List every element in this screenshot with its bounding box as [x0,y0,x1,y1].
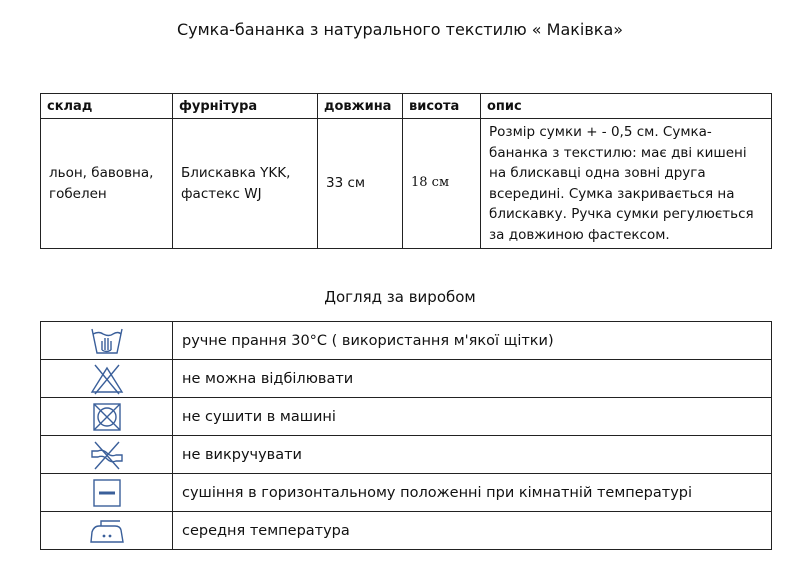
care-text: середня температура [173,512,772,550]
header-composition: склад [41,94,173,119]
care-text: сушіння в горизонтальному положенні при кімнатній температурі [173,474,772,512]
care-row [41,474,772,512]
no-bleach-icon [41,360,173,398]
header-length: довжина [318,94,403,119]
care-row [41,322,772,360]
header-description: опис [481,94,772,119]
care-row [41,512,772,550]
care-row [41,436,772,474]
cell-hardware: Блискавка YKK, фастекс WJ [173,119,318,249]
iron-medium-icon [41,512,173,550]
cell-height: 18 см [403,119,481,249]
hand-wash-icon [41,322,173,360]
care-text: не сушити в машині [173,398,772,436]
dry-flat-icon [41,474,173,512]
no-wring-icon [41,436,173,474]
care-text: не можна відбілювати [173,360,772,398]
care-row [41,398,772,436]
care-text: не викручувати [173,436,772,474]
cell-composition: льон, бавовна, гобелен [41,119,173,249]
care-row [41,360,772,398]
header-hardware: фурнітура [173,94,318,119]
care-table [40,321,772,550]
no-tumble-dry-icon [41,398,173,436]
spec-table [40,93,772,249]
spec-data-row [41,119,772,249]
care-text: ручне прання 30°C ( використання м'якої щітки) [173,322,772,360]
cell-description: Розмір сумки + - 0,5 см. Сумка-бананка з текстилю: має дві кишені на блискавці одна зовні друга всередині. Сумка закривається на блискавку. Ручка сумки регулюється за довжиною фастексом. [481,119,772,249]
care-title: Догляд за виробом [324,288,476,306]
header-height: висота [403,94,481,119]
page-title: Сумка-бананка з натурального текстилю « Маківка» [176,20,624,39]
cell-length: 33 см [318,119,403,249]
spec-header-row [41,94,772,119]
